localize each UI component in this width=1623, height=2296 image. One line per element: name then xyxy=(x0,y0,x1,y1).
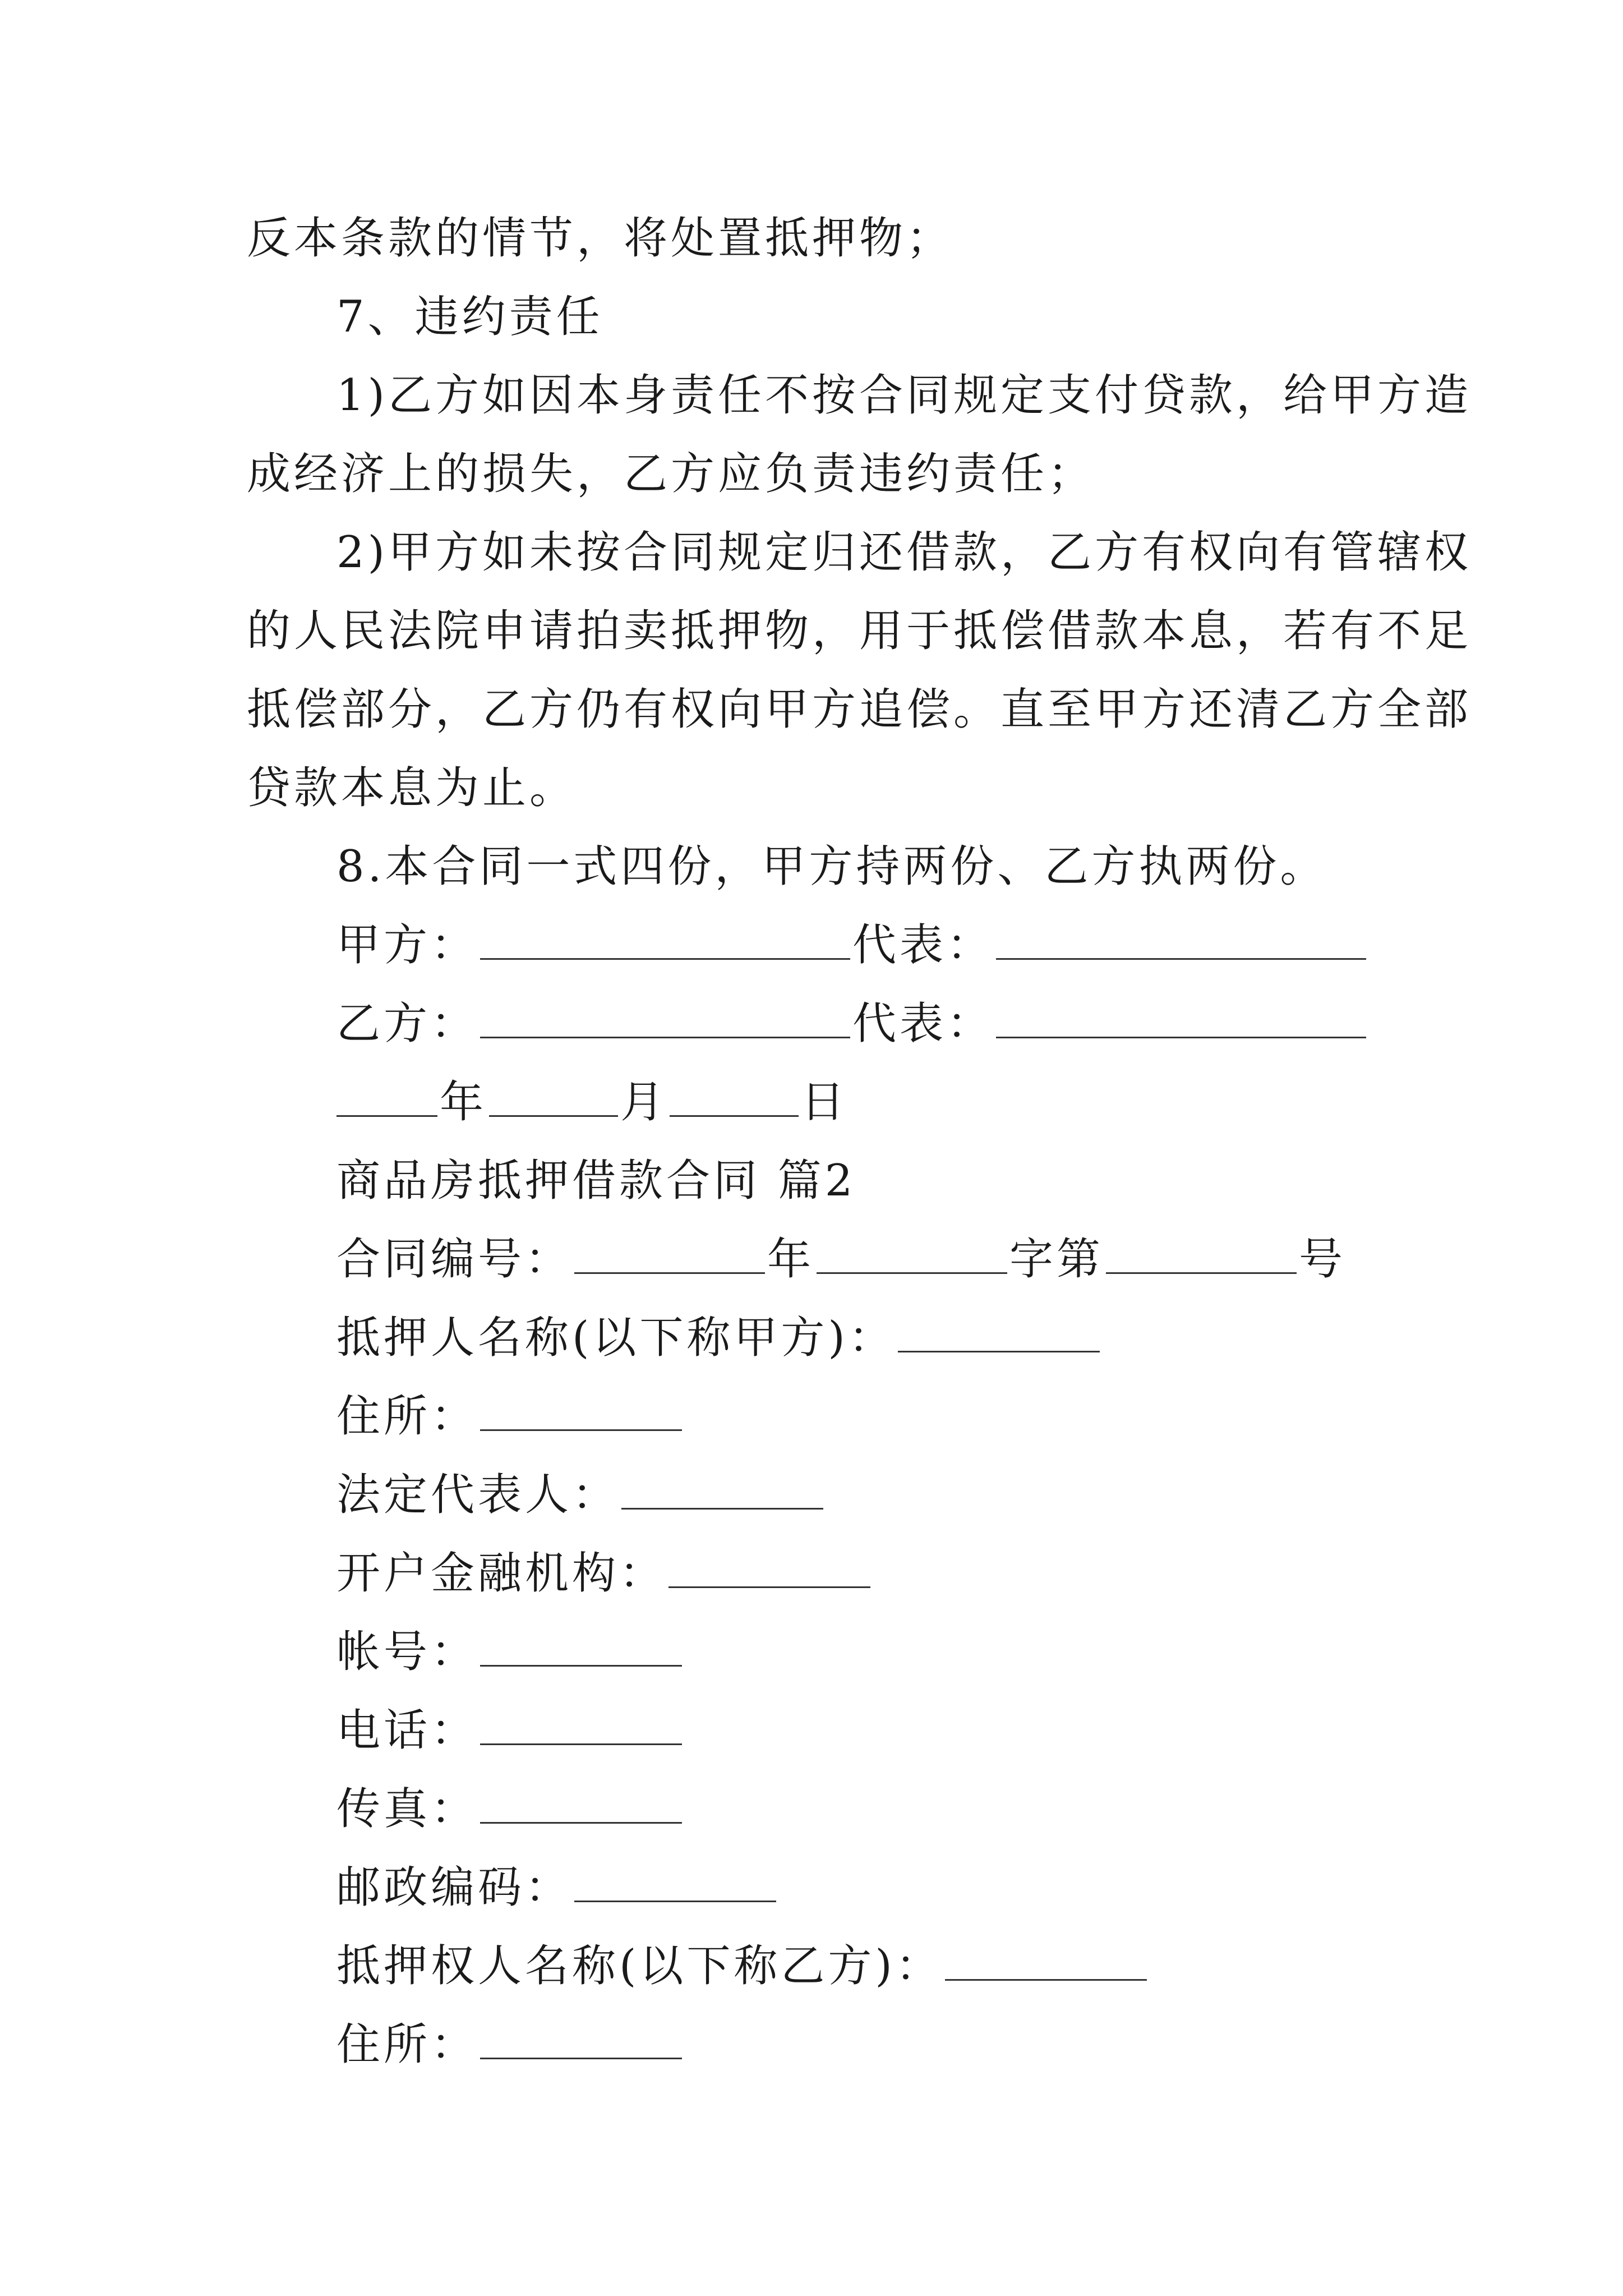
phone-label: 电话： xyxy=(336,1705,478,1756)
legal-representative-field xyxy=(336,1467,826,1523)
account-number-blank[interactable] xyxy=(480,1626,682,1667)
date-row xyxy=(336,1074,848,1130)
clause-7-item-2-line-1: 2)甲方如未按合同规定归还借款，乙方有权向有管辖权 xyxy=(336,527,1472,578)
contract-number-blank-3[interactable] xyxy=(1106,1233,1297,1274)
phone-blank[interactable] xyxy=(480,1704,682,1745)
clause-7-item-2-line-2: 的人民法院申请拍卖抵押物，用于抵偿借款本息，若有不足 xyxy=(247,606,1472,656)
party-b-signature-row xyxy=(336,996,1368,1052)
day-blank[interactable] xyxy=(670,1076,799,1117)
clause-7-item-1-line-1: 1)乙方如因本身责任不按合同规定支付贷款，给甲方造 xyxy=(336,370,1472,421)
party-b-rep-label: 代表： xyxy=(852,999,994,1049)
party-a-signature-row xyxy=(336,917,1368,973)
clause-7-item-1-line-2: 成经济上的损失，乙方应负责违约责任； xyxy=(247,449,1095,499)
mortgagee-name-label: 抵押权人名称(以下称乙方)： xyxy=(336,1941,943,1991)
clause-6-continuation: 反本条款的情节，将处置抵押物； xyxy=(247,213,954,264)
legal-representative-label: 法定代表人： xyxy=(336,1470,620,1520)
mortgagor-address-blank[interactable] xyxy=(480,1390,682,1431)
fax-label: 传真： xyxy=(336,1784,478,1834)
account-number-label: 帐号： xyxy=(336,1627,478,1677)
contract-number-row xyxy=(336,1231,1346,1287)
contract-number-blank-2[interactable] xyxy=(817,1233,1007,1274)
year-blank[interactable] xyxy=(336,1076,437,1117)
mortgagor-name-label: 抵押人名称(以下称甲方)： xyxy=(336,1313,896,1363)
postal-code-field xyxy=(336,1860,778,1916)
day-label: 日 xyxy=(801,1077,849,1128)
bank-institution-blank[interactable] xyxy=(668,1547,870,1588)
party-a-rep-label: 代表： xyxy=(852,920,994,970)
mortgagor-address-label: 住所： xyxy=(336,1391,478,1442)
mortgagor-address-field xyxy=(336,1388,684,1444)
fax-blank[interactable] xyxy=(480,1783,682,1824)
contract-number-blank-1[interactable] xyxy=(574,1233,765,1274)
contract-number-year: 年 xyxy=(767,1234,815,1285)
month-label: 月 xyxy=(620,1077,668,1128)
phone-field xyxy=(336,1703,684,1759)
legal-representative-blank[interactable] xyxy=(621,1469,823,1510)
mortgagee-address-field xyxy=(336,2017,684,2073)
contract-number-hao: 号 xyxy=(1299,1234,1347,1285)
party-b-blank[interactable] xyxy=(480,997,850,1038)
party-a-blank[interactable] xyxy=(480,919,850,960)
party-b-rep-blank[interactable] xyxy=(996,997,1366,1038)
mortgagee-address-label: 住所： xyxy=(336,2019,478,2070)
postal-code-label: 邮政编码： xyxy=(336,1862,573,1913)
fax-field xyxy=(336,1781,684,1837)
mortgagee-name-blank[interactable] xyxy=(945,1940,1147,1981)
clause-7-heading: 7、违约责任 xyxy=(336,292,603,342)
mortgagee-name-field xyxy=(336,1938,1149,1994)
month-blank[interactable] xyxy=(489,1076,618,1117)
contract-number-zidi: 字第 xyxy=(1009,1234,1104,1285)
mortgagor-name-blank[interactable] xyxy=(898,1312,1100,1352)
postal-code-blank[interactable] xyxy=(574,1861,776,1902)
bank-institution-field xyxy=(336,1545,873,1602)
mortgagor-name-field xyxy=(336,1310,1102,1366)
section-title: 商品房抵押借款合同 篇2 xyxy=(336,1156,856,1206)
contract-number-label: 合同编号： xyxy=(336,1234,573,1285)
party-a-label: 甲方： xyxy=(336,920,478,970)
year-label: 年 xyxy=(440,1077,487,1128)
clause-7-item-2-line-3: 抵偿部分，乙方仍有权向甲方追偿。直至甲方还清乙方全部 xyxy=(247,684,1472,735)
account-number-field xyxy=(336,1624,684,1680)
mortgagee-address-blank[interactable] xyxy=(480,2018,682,2059)
party-b-label: 乙方： xyxy=(336,999,478,1049)
clause-8: 8.本合同一式四份，甲方持两份、乙方执两份。 xyxy=(336,841,1327,892)
bank-institution-label: 开户金融机构： xyxy=(336,1548,667,1599)
clause-7-item-2-line-4: 贷款本息为止。 xyxy=(247,763,577,813)
party-a-rep-blank[interactable] xyxy=(996,919,1366,960)
